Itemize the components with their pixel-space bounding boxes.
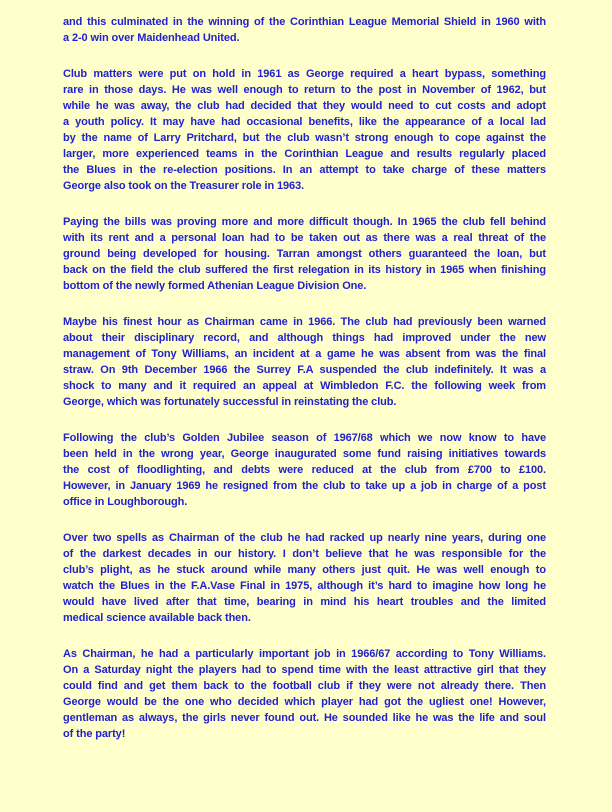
text-line: been held in the wrong year, George inaugurated some fund raising initiatives towards: [63, 448, 546, 460]
text-line: and this culminated in the winning of the Corinthian League Memorial Shield in 1960 with: [63, 16, 546, 28]
text-line: Paying the bills was proving more and more difficult though. In 1965 the club fell behind: [63, 216, 546, 228]
text-line: George would be the one who decided which player had got the ugliest one! However,: [63, 696, 546, 708]
text-line: could find and get them back to the football club if they were not already there. Then: [63, 680, 546, 692]
text-line: with its rent and a personal loan had to be taken out as there was a real threat of the: [63, 232, 546, 244]
text-line: of the party!: [63, 728, 126, 740]
text-line: club’s plight, as he stuck around while many others just quit. He was well enough to: [63, 564, 546, 576]
text-line: medical science available back then.: [63, 612, 251, 624]
text-line: However, in January 1969 he resigned from the club to take up a job in charge of a post: [63, 480, 546, 492]
text-line: while he was away, the club had decided that they would need to cut costs and adopt: [63, 100, 546, 112]
text-line: the Blues in the re-election positions. In an attempt to take charge of these matters: [63, 164, 546, 176]
text-line: Maybe his finest hour as Chairman came in 1966. The club had previously been warned: [63, 316, 546, 328]
text-line: larger, more experienced teams in the Corinthian League and results regularly placed: [63, 148, 546, 160]
paragraph: [63, 314, 546, 410]
text-line: Club matters were put on hold in 1961 as George required a heart bypass, something: [63, 68, 546, 80]
text-line: George, which was fortunately successful in reinstating the club.: [63, 396, 397, 408]
text-line: gentleman as always, the girls never found out. He sounded like he was the life and soul: [63, 712, 546, 724]
text-line: by the name of Larry Pritchard, but the club wasn’t strong enough to cope against the: [63, 132, 546, 144]
text-line: ground being developed for housing. Tarran amongst others guaranteed the loan, but: [63, 248, 546, 260]
paragraph: [63, 530, 546, 626]
text-line: back on the field the club suffered the first relegation in its history in 1965 when finishing: [63, 264, 546, 276]
paragraph: [63, 214, 546, 294]
text-line: Following the club’s Golden Jubilee season of 1967/68 which we now know to have: [63, 432, 546, 444]
text-line: On a Saturday night the players had to spend time with the least attractive girl that they: [63, 664, 546, 676]
text-line: bottom of the newly formed Athenian League Division One.: [63, 280, 367, 292]
text-line: about their disciplinary record, and although things had improved under the new: [63, 332, 546, 344]
paragraph: [63, 646, 546, 742]
text-line: a 2-0 win over Maidenhead United.: [63, 32, 240, 44]
text-line: George also took on the Treasurer role in 1963.: [63, 180, 305, 192]
text-line: straw. On 9th December 1966 the Surrey F.A suspended the club indefinitely. It was a: [63, 364, 546, 376]
text-line: a youth policy. It may have had occasional benefits, like the appearance of a local lad: [63, 116, 546, 128]
paragraph: [63, 430, 546, 510]
text-line: Over two spells as Chairman of the club he had racked up nearly nine years, during one: [63, 532, 546, 544]
text-line: shock to many and it required an appeal at Wimbledon F.C. the following week from: [63, 380, 546, 392]
text-line: rare in those days. He was well enough to return to the post in November of 1962, but: [63, 84, 546, 96]
text-line: would have lived after that time, bearing in mind his heart troubles and the limited: [63, 596, 546, 608]
text-line: of the darkest decades in our history. I don’t believe that he was responsible for the: [63, 548, 546, 560]
text-line: the cost of floodlighting, and debts were reduced at the club from £700 to £100.: [63, 464, 546, 476]
text-line: As Chairman, he had a particularly important job in 1966/67 according to Tony Williams.: [63, 648, 546, 660]
paragraph: [63, 14, 546, 46]
document-body: [63, 14, 546, 762]
text-line: management of Tony Williams, an incident at a game he was absent from was the final: [63, 348, 546, 360]
paragraph: [63, 66, 546, 194]
text-line: office in Loughborough.: [63, 496, 188, 508]
text-line: watch the Blues in the F.A.Vase Final in 1975, although it’s hard to imagine how long he: [63, 580, 546, 592]
